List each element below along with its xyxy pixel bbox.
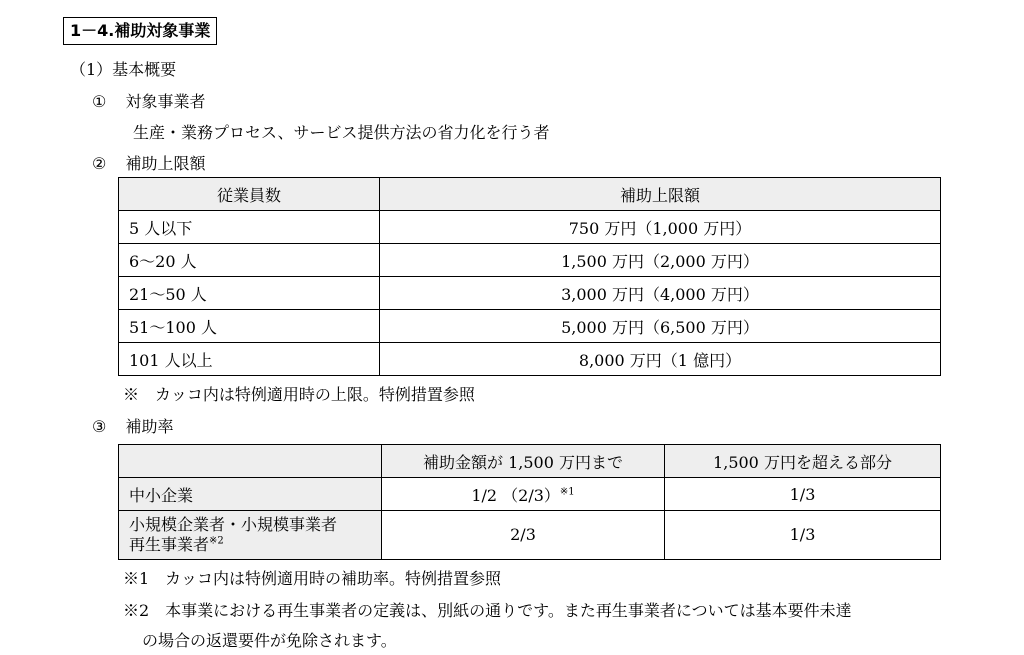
item2-label: 補助上限額: [125, 154, 206, 173]
col-header-over-limit: 1,500 万円を超える部分: [665, 445, 941, 478]
section-heading: 1－4.補助対象事業: [63, 17, 217, 45]
rate-value: 1/2 （2/3）: [471, 485, 560, 505]
employees-cell: 51～100 人: [119, 310, 380, 343]
limit-table: [118, 177, 941, 376]
table-header-row: [119, 178, 941, 211]
rate-cell: 2/3: [382, 511, 665, 560]
item3-heading: [92, 416, 173, 438]
employees-cell: 21～50 人: [119, 277, 380, 310]
item2-heading: [92, 153, 205, 175]
rate-cell: 1/3: [665, 478, 941, 511]
table-row: [119, 244, 941, 277]
row-label-line: 小規模企業者・小規模事業者: [129, 515, 338, 534]
item3-label: 補助率: [125, 417, 174, 436]
table-row: [119, 343, 941, 376]
limit-cell: 750 万円（1,000 万円）: [380, 211, 941, 244]
rate-note-1: ※1 カッコ内は特例適用時の補助率。特例措置参照: [123, 569, 502, 588]
row-label-line: 再生事業者$^{※2}$: [129, 535, 224, 554]
limit-cell: 3,000 万円（4,000 万円）: [380, 277, 941, 310]
table-row: [119, 310, 941, 343]
limit-cell: 1,500 万円（2,000 万円）: [380, 244, 941, 277]
item1-label: 対象事業者: [125, 92, 206, 111]
footnote-mark: ※2: [209, 535, 224, 547]
table-row: [119, 211, 941, 244]
limit-note: ※ カッコ内は特例適用時の上限。特例措置参照: [123, 385, 475, 404]
table-row: [119, 277, 941, 310]
table-row: [119, 478, 941, 511]
item1-text: 生産・業務プロセス、サービス提供方法の省力化を行う者: [133, 123, 550, 142]
item1-heading: [92, 91, 205, 113]
row-label-sme: 中小企業: [119, 478, 382, 511]
rate-cell: [382, 478, 665, 511]
item3-number: ③: [92, 417, 107, 436]
employees-cell: 6～20 人: [119, 244, 380, 277]
blank-header-cell: [119, 445, 382, 478]
rate-note-2-line2: の場合の返還要件が免除されます。: [142, 631, 397, 650]
col-header-employees: 従業員数: [119, 178, 380, 211]
footnote-mark: ※1: [559, 486, 575, 498]
rate-table: [118, 444, 941, 560]
table-row: [119, 511, 941, 560]
subsection-title: （1）基本概要: [70, 60, 177, 79]
row-label-small-business: [119, 511, 382, 560]
rate-note-2-line1: ※2 本事業における再生事業者の定義は、別紙の通りです。また再生事業者については基本要件未達: [123, 601, 852, 620]
item1-number: ①: [92, 92, 107, 111]
item2-number: ②: [92, 154, 107, 173]
limit-cell: 8,000 万円（1 億円）: [380, 343, 941, 376]
limit-cell: 5,000 万円（6,500 万円）: [380, 310, 941, 343]
employees-cell: 101 人以上: [119, 343, 380, 376]
table-header-row: [119, 445, 941, 478]
employees-cell: 5 人以下: [119, 211, 380, 244]
col-header-up-to-limit: 補助金額が 1,500 万円まで: [382, 445, 665, 478]
rate-cell: 1/3: [665, 511, 941, 560]
col-header-limit: 補助上限額: [380, 178, 941, 211]
